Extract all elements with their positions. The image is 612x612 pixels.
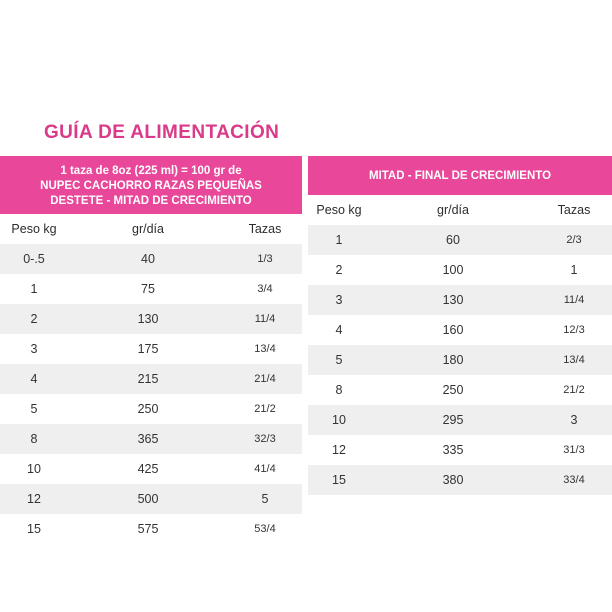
column-header-weight: Peso kg — [11, 222, 57, 236]
cell-grams: 250 — [442, 383, 464, 397]
cell-grams: 250 — [137, 402, 159, 416]
cell-cups: 1/3 — [257, 253, 273, 265]
table-row — [308, 405, 612, 435]
table-row — [0, 424, 302, 454]
cell-cups: 21/2 — [563, 384, 585, 396]
cell-weight: 2 — [30, 312, 38, 326]
cell-weight: 8 — [30, 432, 38, 446]
cell-grams: 160 — [442, 323, 464, 337]
cell-cups: 31/3 — [563, 444, 585, 456]
cell-grams: 215 — [137, 372, 159, 386]
cell-grams: 60 — [446, 233, 460, 247]
table-header — [0, 156, 302, 214]
cell-grams: 295 — [442, 413, 464, 427]
cell-grams: 40 — [141, 252, 155, 266]
table-row — [0, 304, 302, 334]
cell-grams: 100 — [442, 263, 464, 277]
cell-weight: 5 — [30, 402, 38, 416]
cell-cups: 11/4 — [563, 294, 585, 306]
cell-cups: 32/3 — [254, 433, 276, 445]
table-row — [0, 274, 302, 304]
cell-cups: 3/4 — [257, 283, 273, 295]
cell-grams: 335 — [442, 443, 464, 457]
cell-cups: 33/4 — [563, 474, 585, 486]
cell-grams: 380 — [442, 473, 464, 487]
table-row — [308, 345, 612, 375]
header-line: 1 taza de 8oz (225 ml) = 100 gr de — [60, 164, 242, 177]
page-title: GUÍA DE ALIMENTACIÓN — [44, 122, 280, 143]
table-row — [0, 244, 302, 274]
table-row — [0, 514, 302, 544]
column-header-grams: gr/día — [132, 222, 164, 236]
cell-cups: 53/4 — [254, 523, 276, 535]
table-row — [308, 285, 612, 315]
table-row — [308, 375, 612, 405]
table-row — [308, 315, 612, 345]
column-headers — [308, 195, 612, 225]
cell-weight: 2 — [335, 263, 343, 277]
cell-weight: 15 — [27, 522, 41, 536]
column-headers — [0, 214, 302, 244]
cell-grams: 500 — [137, 492, 159, 506]
cell-cups: 3 — [570, 413, 578, 427]
table-row — [0, 484, 302, 514]
cell-cups: 2/3 — [566, 234, 582, 246]
column-header-cups: Tazas — [557, 203, 591, 217]
cell-weight: 12 — [27, 492, 41, 506]
cell-weight: 15 — [332, 473, 346, 487]
cell-cups: 21/2 — [254, 403, 276, 415]
cell-weight: 12 — [332, 443, 346, 457]
table-header — [308, 156, 612, 195]
cell-grams: 130 — [137, 312, 159, 326]
cell-weight: 3 — [335, 293, 343, 307]
cell-weight: 8 — [335, 383, 343, 397]
cell-grams: 130 — [442, 293, 464, 307]
cell-cups: 5 — [261, 492, 269, 506]
cell-cups: 1 — [570, 263, 578, 277]
cell-grams: 365 — [137, 432, 159, 446]
cell-weight: 1 — [30, 282, 38, 296]
header-line: NUPEC CACHORRO RAZAS PEQUEÑAS — [40, 179, 262, 192]
feeding-table-growth — [308, 156, 612, 495]
column-header-cups: Tazas — [248, 222, 282, 236]
cell-cups: 12/3 — [563, 324, 585, 336]
cell-weight: 4 — [335, 323, 343, 337]
table-row — [308, 435, 612, 465]
table-row — [0, 394, 302, 424]
column-header-grams: gr/día — [437, 203, 469, 217]
cell-weight: 1 — [335, 233, 343, 247]
feeding-table-weaning — [0, 156, 302, 544]
cell-grams: 425 — [137, 462, 159, 476]
cell-cups: 41/4 — [254, 463, 276, 475]
cell-cups: 11/4 — [254, 313, 276, 325]
table-row — [0, 334, 302, 364]
table-row — [0, 454, 302, 484]
table-row — [308, 225, 612, 255]
cell-cups: 21/4 — [254, 373, 276, 385]
table-row — [308, 465, 612, 495]
cell-weight: 4 — [30, 372, 38, 386]
table-row — [308, 255, 612, 285]
cell-weight: 3 — [30, 342, 38, 356]
cell-cups: 13/4 — [254, 343, 276, 355]
cell-weight: 5 — [335, 353, 343, 367]
cell-grams: 75 — [141, 282, 155, 296]
cell-weight: 10 — [332, 413, 346, 427]
column-header-weight: Peso kg — [316, 203, 362, 217]
header-line: DESTETE - MITAD DE CRECIMIENTO — [50, 194, 252, 207]
cell-grams: 575 — [137, 522, 159, 536]
cell-grams: 175 — [137, 342, 159, 356]
cell-weight: 10 — [27, 462, 41, 476]
cell-grams: 180 — [442, 353, 464, 367]
cell-cups: 13/4 — [563, 354, 585, 366]
table-row — [0, 364, 302, 394]
cell-weight: 0-.5 — [23, 252, 45, 266]
header-line: MITAD - FINAL DE CRECIMIENTO — [368, 170, 552, 182]
